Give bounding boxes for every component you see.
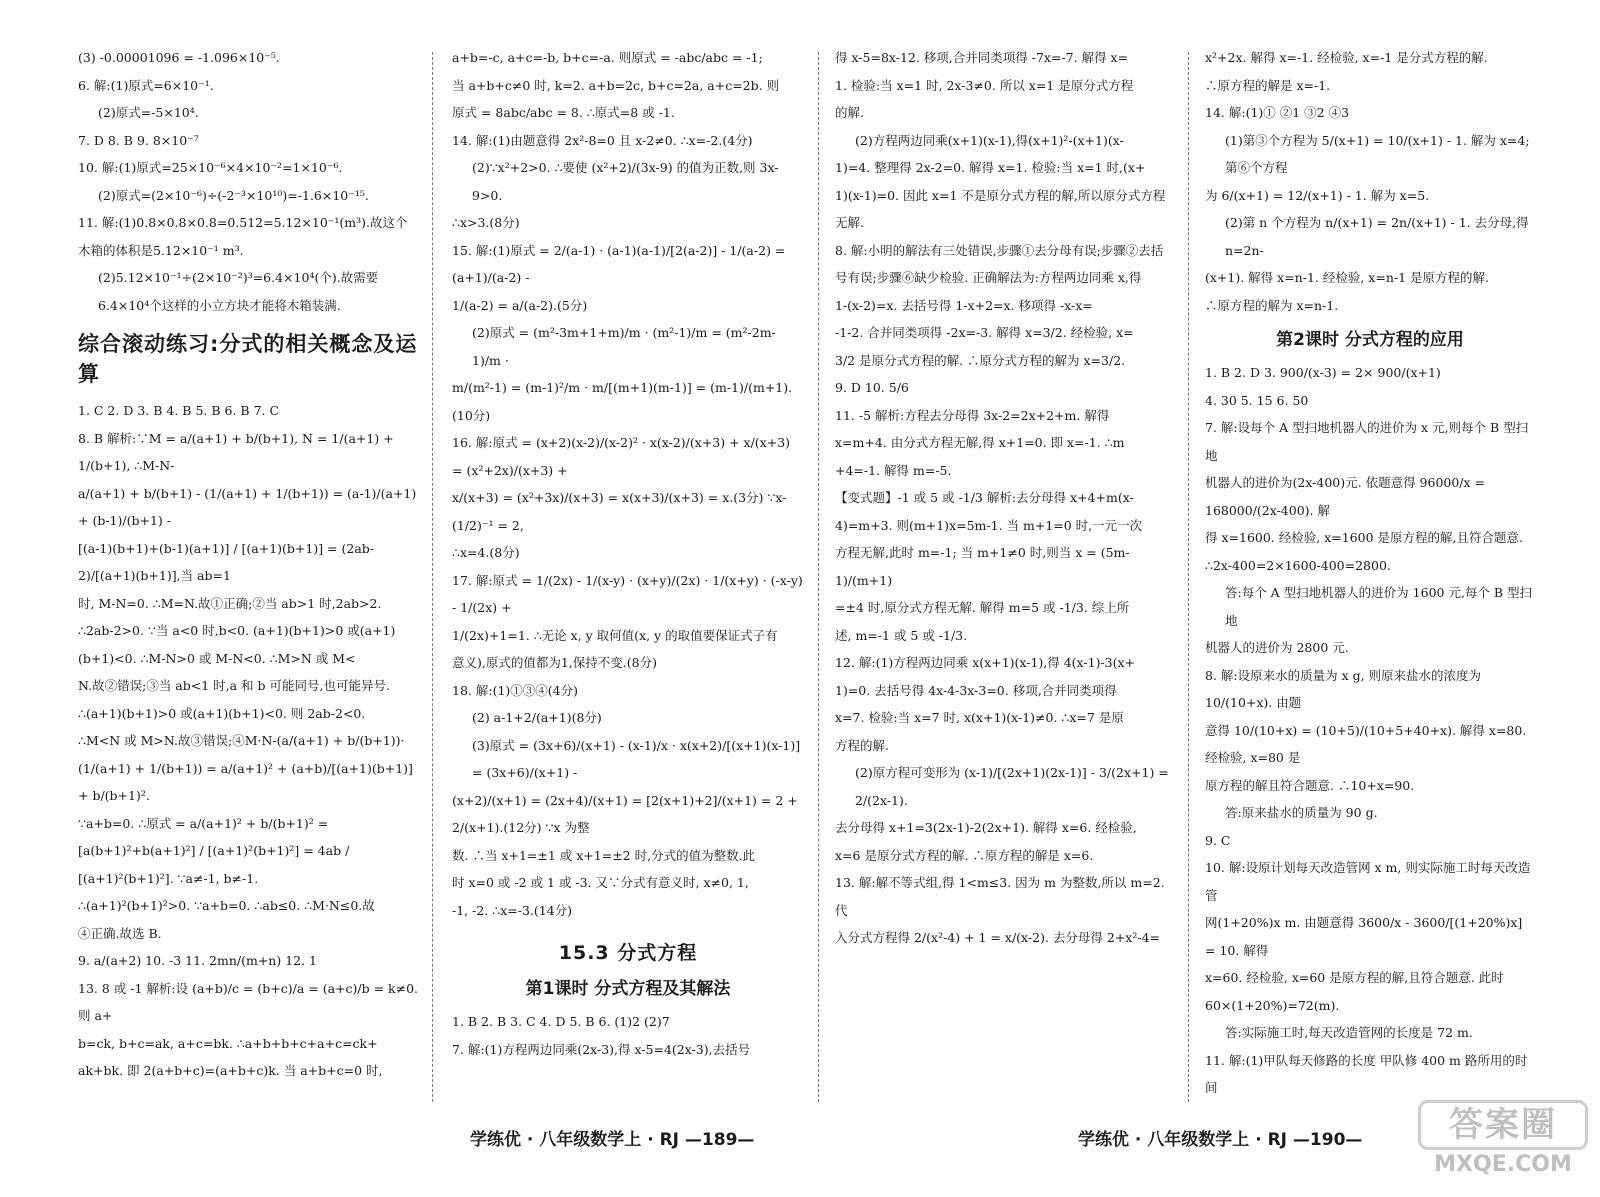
text-line: 16. 解:原式 = (x+2)(x-2)/(x-2)² · x(x-2)/(x+3) + x/(x+3) = (x²+2x)/(x+3) + <box>452 435 791 478</box>
text-line: 意得 10/(10+x) = (10+5)/(10+5+40+x). 解得 x=80. 经检验, x=80 是 <box>1205 722 1527 765</box>
text-line: 1. B 2. D 3. 900/(x-3) = 2× 900/(x+1) <box>1205 365 1441 380</box>
text-line: x=7. 检验:当 x=7 时, x(x+1)(x-1)≠0. ∴x=7 是原 <box>835 710 1124 725</box>
text-line: 入分式方程得 2/(x²-4) + 1 = x/(x-2). 去分母得 2+x²-4= <box>835 930 1161 945</box>
answer-column-1 <box>78 44 418 1104</box>
text-line: ∴原方程的解为 x=n-1. <box>1205 297 1339 313</box>
section-heading: 综合滚动练习:分式的相关概念及运算 <box>78 332 418 386</box>
text-line: 8. B 解析:∵M = a/(a+1) + b/(b+1), N = 1/(a+1) + 1/(b+1), ∴M-N- <box>78 430 394 473</box>
watermark-url: MXQE.COM <box>1434 1152 1572 1177</box>
text-line: 1/(2x)+1=1. ∴无论 x, y 取何值(x, y 的取值要保证式子有 <box>452 627 778 643</box>
text-line: 8. 解:设原来水的质量为 x g, 则原来盐水的浓度为 10/(10+x). 由题 <box>1205 667 1482 710</box>
text-line: 【变式题】-1 或 5 或 -1/3 解析:去分母得 x+4+m(x- <box>835 490 1134 505</box>
text-line: 机器人的进价为 2800 元. <box>1205 640 1349 655</box>
lesson-heading: 第2课时 分式方程的应用 <box>1276 330 1464 350</box>
text-line: m/(m²-1) = (m-1)²/m · m/[(m+1)(m-1)] = (m-1)/(m+1).(10分) <box>452 380 793 423</box>
text-line: 7. 解:设每个 A 型扫地机器人的进价为 x 元,则每个 B 型扫地 <box>1205 420 1529 463</box>
text-line: 1/(a-2) = a/(a-2).(5分) <box>452 297 588 313</box>
text-line: 1)(x-1)=0. 因此 x=1 不是原分式方程的解,所以原分式方程 <box>835 187 1166 203</box>
text-line: ∴(a+1)²(b+1)²>0. ∵a+b=0. ∴ab≤0. ∴M·N≤0.故 <box>78 898 375 913</box>
text-line: N.故②错误;③当 ab<1 时,a 和 b 可能同号,也可能异号. <box>78 678 390 693</box>
column-divider-1 <box>432 52 433 1102</box>
text-line: b=ck, b+c=ak, a+c=bk. ∴a+b+b+c+a+c=ck+ <box>78 1035 378 1051</box>
answer-column-3 <box>835 44 1175 1104</box>
text-line: [(a-1)(b+1)+(b-1)(a+1)] / [(a+1)(b+1)] = (2ab-2)/[(a+1)(b+1)],当 ab=1 <box>78 540 375 583</box>
text-line: 9. D 10. 5/6 <box>835 380 909 395</box>
text-line: 号有误;步骤⑥缺少检验. 正确解法为:方程两边同乘 x,得 <box>835 270 1142 285</box>
text-line: 述, m=-1 或 5 或 -1/3. <box>835 627 968 643</box>
footer-page-190: 学练优 · 八年级数学上 · RJ —190— <box>1078 1130 1363 1150</box>
text-line: (2)原式=-5×10⁴. <box>98 105 199 120</box>
watermark-logo-text: 答案圈 <box>1418 1100 1588 1150</box>
text-line: 60×(1+20%)=72(m). <box>1205 997 1340 1013</box>
text-line: 时 x=0 或 -2 或 1 或 -3. 又∵分式有意义时, x≠0, 1, <box>452 875 749 890</box>
text-line: ∴原方程的解是 x=-1. <box>1205 77 1331 93</box>
text-line: (2) a-1+2/(a+1)(8分) <box>472 710 602 725</box>
text-line: (1)第③个方程为 5/(x+1) = 10/(x+1) - 1. 解为 x=4; 第⑥个方程 <box>1225 132 1530 175</box>
section-heading: 15.3 分式方程 <box>558 942 698 964</box>
text-line: (2)第 n 个方程为 n/(x+1) = 2n/(x+1) - 1. 去分母,得 n=2n- <box>1225 215 1529 258</box>
text-line: 原方程的解且符合题意. ∴10+x=90. <box>1205 777 1415 793</box>
text-line: 答:实际施工时,每天改造管网的长度是 72 m. <box>1225 1025 1473 1040</box>
text-line: 1-(x-2)=x. 去括号得 1-x+2=x. 移项得 -x-x= <box>835 297 1093 313</box>
text-line: ∴M<N 或 M>N.故③错误;④M·N-(a/(a+1) + b/(b+1))· <box>78 733 405 748</box>
text-line: 得 x-5=8x-12. 移项,合并同类项得 -7x=-7. 解得 x= <box>835 50 1129 65</box>
text-line: 14. 解:(1)由题意得 2x²-8=0 且 x-2≠0. ∴x=-2.(4分) <box>452 132 753 148</box>
text-line: 14. 解:(1)① ②1 ③2 ④3 <box>1205 105 1350 120</box>
text-line: 13. 8 或 -1 解析:设 (a+b)/c = (b+c)/a = (a+c)/b = k≠0. 则 a+ <box>78 980 418 1023</box>
text-line: ∴(a+1)(b+1)>0 或(a+1)(b+1)<0. 则 2ab-2<0. <box>78 705 366 721</box>
text-line: x=60. 经检验, x=60 是原方程的解,且符合题意. 此时 <box>1205 970 1504 985</box>
text-line: 1)=0. 去括号得 4x-4-3x-3=0. 移项,合并同类项得 <box>835 682 1117 698</box>
text-line: 7. 解:(1)方程两边同乘(2x-3),得 x-5=4(2x-3),去括号 <box>452 1041 751 1057</box>
text-line: 1. C 2. D 3. B 4. B 5. B 6. B 7. C <box>78 403 280 418</box>
answer-column-2 <box>452 44 804 1104</box>
text-line: +4=-1. 解得 m=-5. <box>835 462 952 478</box>
text-line: ak+bk. 即 2(a+b+c)=(a+b+c)k. 当 a+b+c=0 时, <box>78 1063 383 1078</box>
text-line: 11. -5 解析:方程去分母得 3x-2=2x+2+m. 解得 <box>835 407 1110 423</box>
text-line: ∴2x-400=2×1600-400=2800. <box>1205 557 1391 573</box>
text-line: (2)方程两边同乘(x+1)(x-1),得(x+1)²-(x+1)(x- <box>855 132 1124 148</box>
text-line: (b+1)<0. ∴M-N>0 或 M-N<0. ∴M>N 或 M< <box>78 650 356 666</box>
text-line: 答:原来盐水的质量为 90 g. <box>1225 805 1378 820</box>
text-line: 1. 检验:当 x=1 时, 2x-3≠0. 所以 x=1 是原分式方程 <box>835 77 1134 93</box>
text-line: 17. 解:原式 = 1/(2x) - 1/(x-y) · (x+y)/(2x) · 1/(x+y) · (-x-y) - 1/(2x) + <box>452 572 803 615</box>
text-line: 1)=4. 整理得 2x-2=0. 解得 x=1. 检验:当 x=1 时,(x+ <box>835 160 1146 175</box>
watermark-logo <box>1418 1100 1588 1190</box>
text-line: (x+2)/(x+1) = (2x+4)/(x+1) = [2(x+1)+2]/(x+1) = 2 + 2/(x+1).(12分) ∵x 为整 <box>452 792 798 835</box>
text-line: (2)∵x²+2>0. ∴要使 (x²+2)/(3x-9) 的值为正数,则 3x-9>0. <box>472 160 779 203</box>
text-line: 时, M-N=0. ∴M=N.故①正确;②当 ab>1 时,2ab>2. <box>78 595 382 611</box>
text-line: (1/(a+1) + 1/(b+1)) = a/(a+1)² + (a+b)/[(a+1)(b+1)] + b/(b+1)². <box>78 760 413 803</box>
text-line: ∵a+b=0. ∴原式 = a/(a+1)² + b/(b+1)² = <box>78 815 329 831</box>
text-line: 原式 = 8abc/abc = 8. ∴原式=8 或 -1. <box>452 105 675 120</box>
text-line: 无解. <box>835 215 864 230</box>
text-line: 4)=m+3. 则(m+1)x=5m-1. 当 m+1=0 时,一元一次 <box>835 517 1143 533</box>
text-line: ∴2ab-2>0. ∵当 a<0 时,b<0. (a+1)(b+1)>0 或(a+1) <box>78 623 396 638</box>
text-line: 4. 30 5. 15 6. 50 <box>1205 392 1309 408</box>
text-line: (2)原式 = (m²-3m+1+m)/m · (m²-1)/m = (m²-2m-1)/m · <box>472 325 776 368</box>
text-line: ∴x>3.(8分) <box>452 215 520 230</box>
text-line: 9. C <box>1205 832 1231 848</box>
text-line: 方程无解,此时 m=-1; 当 m+1≠0 时,则当 x = (5m-1)/(m+1) <box>835 545 1130 588</box>
text-line: 网(1+20%)x m. 由题意得 3600/x - 3600/[(1+20%)x] = 10. 解得 <box>1205 915 1523 958</box>
answer-column-4 <box>1205 44 1535 1104</box>
column-divider-2 <box>818 52 819 1102</box>
text-line: 机器人的进价为(2x-400)元. 依题意得 96000/x = 168000/(2x-400). 解 <box>1205 475 1486 518</box>
column-divider-3 <box>1188 52 1189 1102</box>
text-line: 7. D 8. B 9. 8×10⁻⁷ <box>78 132 199 148</box>
text-line: 3/2 是原分式方程的解. ∴原分式方程的解为 x=3/2. <box>835 352 1126 368</box>
text-line: x/(x+3) = (x²+3x)/(x+3) = x(x+3)/(x+3) = x.(3分) ∵x-(1/2)⁻¹ = 2, <box>452 490 787 533</box>
text-line: [a(b+1)²+b(a+1)²] / [(a+1)²(b+1)²] = 4ab / [(a+1)²(b+1)²]. ∵a≠-1, b≠-1. <box>78 843 350 886</box>
lesson-heading: 第1课时 分式方程及其解法 <box>525 979 731 999</box>
text-line: (2)原式=(2×10⁻⁶)÷(-2⁻³×10¹⁰)=-1.6×10⁻¹⁵. <box>98 187 369 203</box>
text-line: 的解. <box>835 105 864 120</box>
text-line: 11. 解:(1)0.8×0.8×0.8=0.512=5.12×10⁻¹(m³).故这个木箱的体积是5.12×10⁻¹ m³. <box>78 215 408 258</box>
text-line: 答:每个 A 型扫地机器人的进价为 1600 元,每个 B 型扫地 <box>1225 585 1533 628</box>
text-line: 13. 解:解不等式组,得 1<m≤3. 因为 m 为整数,所以 m=2. 代 <box>835 875 1165 918</box>
text-line: x=6 是原分式方程的解. ∴原方程的解是 x=6. <box>835 847 1094 863</box>
text-line: 意义),原式的值都为1,保持不变.(8分) <box>452 655 657 670</box>
footer-page-189: 学练优 · 八年级数学上 · RJ —189— <box>470 1130 755 1150</box>
text-line: 方程的解. <box>835 737 889 753</box>
text-line: (3)原式 = (3x+6)/(x+1) - (x-1)/x · x(x+2)/[(x+1)(x-1)] = (3x+6)/(x+1) - <box>472 737 801 780</box>
text-line: 得 x=1600. 经检验, x=1600 是原方程的解,且符合题意. <box>1205 530 1523 545</box>
text-line: x²+2x. 解得 x=-1. 经检验, x=-1 是分式方程的解. <box>1205 50 1488 65</box>
text-line: (2)原方程可变形为 (x-1)/[(2x+1)(2x-1)] - 3/(2x+1) = 2/(2x-1). <box>855 765 1169 808</box>
text-line: (x+1). 解得 x=n-1. 经检验, x=n-1 是原方程的解. <box>1205 270 1489 285</box>
text-line: 11. 解:(1)甲队每天修路的长度 甲队修 400 m 路所用的时间 <box>1205 1052 1528 1095</box>
text-line: 去分母得 x+1=3(2x-1)-2(2x+1). 解得 x=6. 经检验, <box>835 820 1137 835</box>
text-line: a/(a+1) + b/(b+1) - (1/(a+1) + 1/(b+1)) = (a-1)/(a+1) + (b-1)/(b+1) - <box>78 485 417 528</box>
text-line: x=m+4. 由分式方程无解,得 x+1=0. 即 x=-1. ∴m <box>835 435 1125 450</box>
text-line: 15. 解:(1)原式 = 2/(a-1) · (a-1)(a-1)/[2(a-2)] - 1/(a-2) = (a+1)/(a-2) - <box>452 242 786 285</box>
text-line: =±4 时,原分式方程无解. 解得 m=5 或 -1/3. 综上所 <box>835 600 1130 615</box>
text-line: 10. 解:(1)原式=25×10⁻⁶×4×10⁻²=1×10⁻⁶. <box>78 160 343 175</box>
text-line: 当 a+b+c≠0 时, k=2. a+b=2c, b+c=2a, a+c=2b. 则 <box>452 77 780 93</box>
text-line: 1. B 2. B 3. C 4. D 5. B 6. (1)2 (2)7 <box>452 1014 670 1029</box>
text-line: a+b=-c, a+c=-b, b+c=-a. 则原式 = -abc/abc = -1; <box>452 50 763 65</box>
text-line: -1-2. 合并同类项得 -2x=-3. 解得 x=3/2. 经检验, x= <box>835 325 1134 340</box>
text-line: 6. 解:(1)原式=6×10⁻¹. <box>78 77 214 93</box>
text-line: ∴x=4.(8分) <box>452 545 520 560</box>
text-line: 9. a/(a+2) 10. -3 11. 2mn/(m+n) 12. 1 <box>78 953 318 968</box>
text-line: 数. ∴当 x+1=±1 或 x+1=±2 时,分式的值为整数.此 <box>452 847 756 863</box>
text-line: 10. 解:设原计划每天改造管网 x m, 则实际施工时每天改造管 <box>1205 860 1531 903</box>
text-line: 8. 解:小明的解法有三处错误,步骤①去分母有误;步骤②去括 <box>835 242 1164 258</box>
text-line: -1, -2. ∴x=-3.(14分) <box>452 902 573 918</box>
text-line: 12. 解:(1)方程两边同乘 x(x+1)(x-1),得 4(x-1)-3(x+ <box>835 655 1136 670</box>
text-line: (3) -0.00001096 = -1.096×10⁻⁵. <box>78 50 280 65</box>
text-line: 18. 解:(1)①③④(4分) <box>452 682 578 698</box>
text-line: ④正确.故选 B. <box>78 925 162 941</box>
text-line: 为 6/(x+1) = 12/(x+1) - 1. 解为 x=5. <box>1205 187 1430 203</box>
text-line: (2)5.12×10⁻¹÷(2×10⁻²)³=6.4×10⁴(个).故需要6.4×10⁴个这样的小立方块才能将木箱装满. <box>98 270 379 313</box>
